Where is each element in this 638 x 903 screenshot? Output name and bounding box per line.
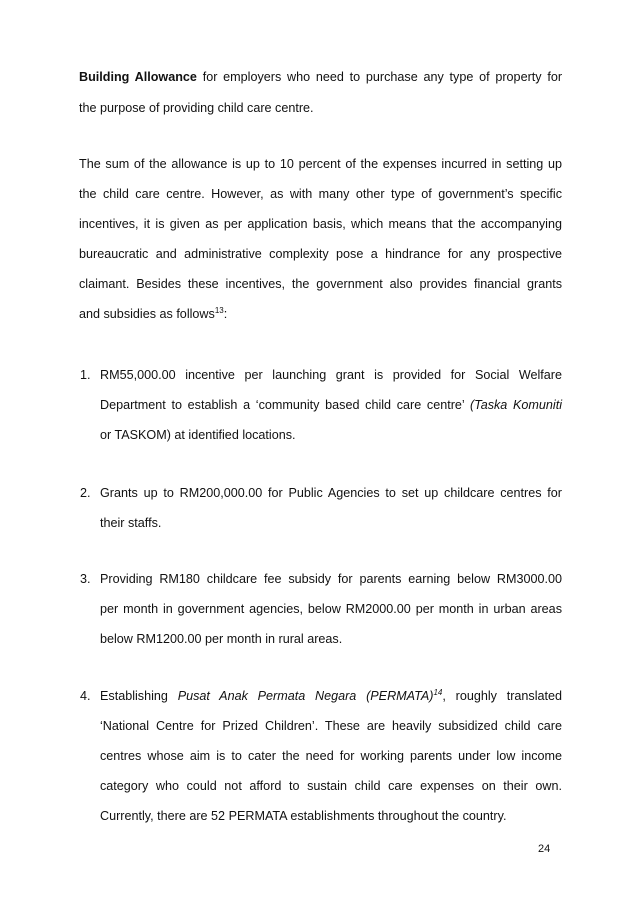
para-line-5: claimant. Besides these incentives, the government also provides financial grants: [79, 277, 562, 291]
para-line-6: and subsidies as follows$^{13}$:: [79, 306, 228, 321]
item-1-line-1: RM55,000.00 incentive per launching grant is provided for Social Welfare: [100, 368, 562, 382]
intro-line-1: Building Allowance for employers who need to purchase any type of property for: [79, 70, 563, 84]
para-line-2: the child care centre. However, as with many other type of government’s specific: [79, 187, 562, 201]
para-line-3: incentives, it is given as per application basis, which means that the accompanying: [79, 217, 562, 231]
footnote-ref-14: 14: [433, 688, 443, 697]
item-3-line-2: per month in government agencies, below RM2000.00 per month in urban areas: [100, 602, 562, 616]
item-4-line-1: Establishing Pusat Anak Permata Negara (PERMATA)$^{14}$, roughly translated: [100, 688, 563, 703]
building-allowance-heading: Building Allowance: [79, 70, 197, 84]
item-2-line-1: Grants up to RM200,000.00 for Public Agencies to set up childcare centres for: [100, 486, 562, 500]
item-4-line-2: ‘National Centre for Prized Children’. These are heavily subsidized child care: [100, 719, 562, 733]
item-1-line-2: Department to establish a ‘community based child care centre’ (Taska Komuniti: [100, 398, 562, 412]
item-2-line-2: their staffs.: [100, 516, 162, 530]
list-number: 3.: [80, 572, 91, 586]
item-4-line-4: category who could not afford to sustain child care expenses on their own.: [100, 779, 562, 793]
intro-line-2: the purpose of providing child care centre.: [79, 101, 314, 115]
footnote-ref-13: 13: [214, 306, 224, 315]
item-3-line-3: below RM1200.00 per month in rural areas.: [100, 632, 343, 646]
item-4-line-3: centres whose aim is to cater the need for working parents under low income: [100, 749, 562, 763]
item-4-line-5: Currently, there are 52 PERMATA establishments throughout the country.: [100, 809, 507, 823]
item-1-line-3: or TASKOM) at identified locations.: [100, 428, 296, 442]
permata-term: Pusat Anak Permata Negara (PERMATA)$^{14}$: [177, 688, 443, 703]
taska-komuniti-term: (Taska Komuniti: [469, 398, 562, 412]
item-3-line-1: Providing RM180 childcare fee subsidy for parents earning below RM3000.00: [100, 572, 562, 586]
para-line-4: bureaucratic and administrative complexity pose a hindrance for any prospective: [79, 247, 562, 261]
page-number: 24: [538, 843, 551, 855]
list-number: 1.: [80, 368, 91, 382]
para-line-1: The sum of the allowance is up to 10 percent of the expenses incurred in setting up: [79, 157, 562, 171]
list-number: 2.: [80, 486, 91, 500]
list-number: 4.: [80, 689, 91, 703]
